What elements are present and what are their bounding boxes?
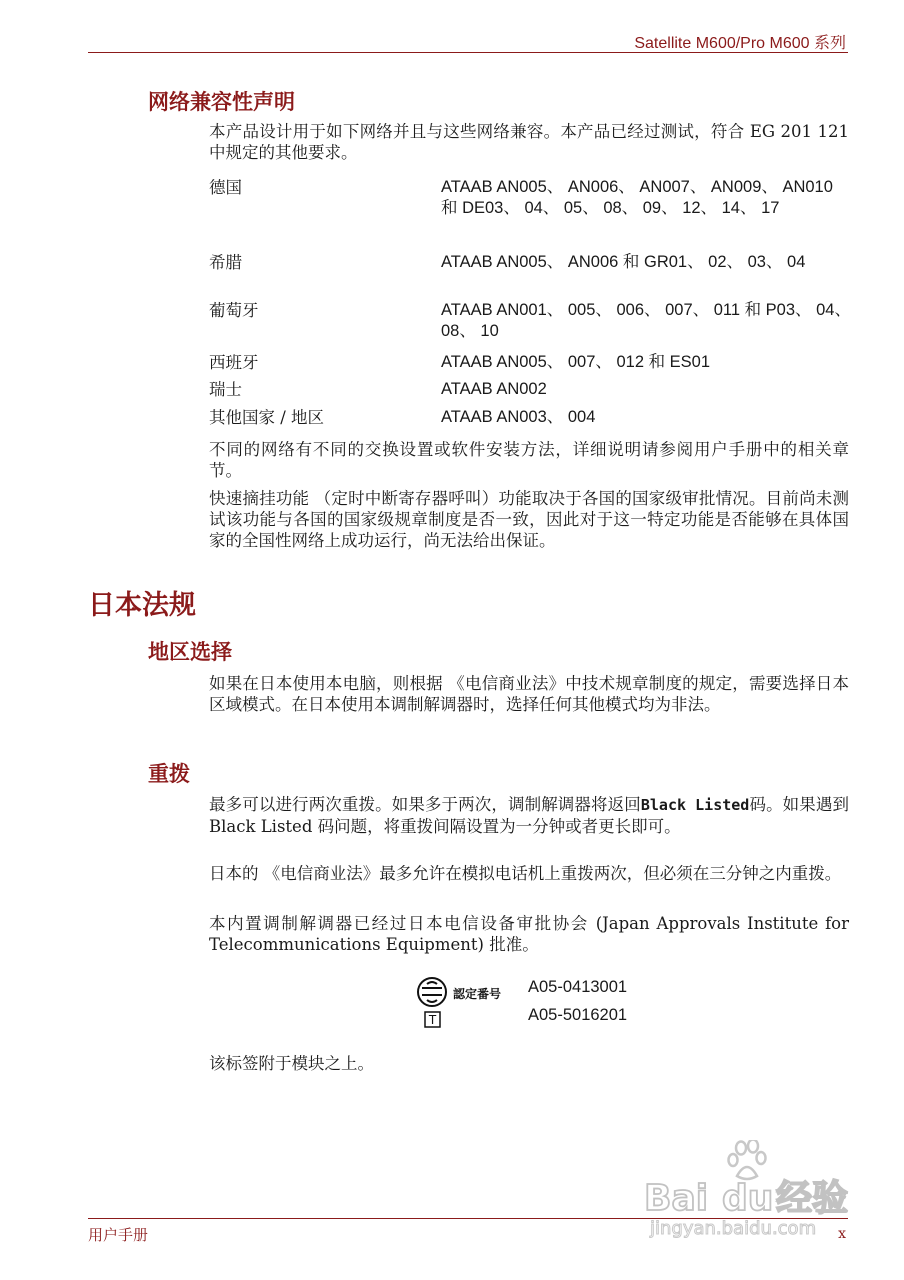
- standard-cell: ATAAB AN002: [441, 380, 547, 398]
- law-text: 日本的 《电信商业法》最多允许在模拟电话机上重拨两次，但必须在三分钟之内重拨。: [209, 864, 842, 883]
- network-para-2: 不同的网络有不同的交换设置或软件安装方法，详细说明请参阅用户手册中的相关章节。: [209, 440, 849, 480]
- approval-mark-icon: [416, 975, 518, 1033]
- country-cell: 葡萄牙: [209, 301, 259, 320]
- header-rule: [88, 52, 848, 53]
- japan-regulations-heading: 日本法规: [88, 590, 196, 621]
- redial-heading: 重拨: [148, 762, 190, 786]
- watermark-brand2: du: [722, 1178, 774, 1219]
- country-cell: 希腊: [209, 253, 242, 272]
- watermark-url: jingyan.baidu.com: [650, 1218, 817, 1239]
- approval-number: A05-5016201: [528, 1006, 628, 1024]
- standard-cell: ATAAB AN005、 007、 012 和 ES01: [441, 353, 711, 371]
- page-header-title: Satellite M600/Pro M600 系列: [634, 35, 846, 52]
- country-cell: 德国: [209, 178, 242, 197]
- redial-text-a: 最多可以进行两次重拨。如果多于两次，调制解调器将返回: [209, 795, 641, 814]
- network-intro: 本产品设计用于如下网络并且与这些网络兼容。本产品已经过测试，符合 EG 201 121 中规定的其他要求。: [209, 122, 849, 162]
- page-number: x: [838, 1226, 846, 1242]
- standard-cell: ATAAB AN005、 AN006 和 GR01、 02、 03、 04: [441, 253, 806, 271]
- label-note: 该标签附于模块之上。: [209, 1054, 374, 1073]
- approval-mark-letter: T: [428, 1013, 437, 1027]
- network-para-3: 快速摘挂功能 （定时中断寄存器呼叫）功能取决于各国的国家级审批情况。目前尚未测试该功能与各国的国家级规章制度是否一致，因此对于这一特定功能是否能够在具体国家的全国性网络上成功运行，尚无法给出保证。: [209, 489, 849, 550]
- redial-text: [209, 794, 849, 837]
- redial-text-b: 码。如果遇到 Black Listed 码问题，将重拨间隔设置为一分钟或者更长即可。: [209, 795, 850, 836]
- black-listed-code: Black Listed: [640, 796, 750, 814]
- approval-number: A05-0413001: [528, 978, 628, 996]
- standard-cell: ATAAB AN005、 AN006、 AN007、 AN009、 AN010 和 DE03、 04、 05、 08、 09、 12、 14、 17: [441, 178, 833, 217]
- watermark-brand: Bai: [644, 1178, 709, 1219]
- country-cell: 其他国家 / 地区: [209, 408, 325, 427]
- standard-cell: ATAAB AN003、 004: [441, 408, 596, 426]
- country-cell: 西班牙: [209, 353, 259, 372]
- standard-cell: ATAAB AN001、 005、 006、 007、 011 和 P03、 04、 08、 10: [441, 301, 851, 340]
- region-selection-text: 如果在日本使用本电脑，则根据 《电信商业法》中技术规章制度的规定，需要选择日本区域模式。在日本使用本调制解调器时，选择任何其他模式均为非法。: [209, 674, 849, 714]
- approval-text: 本内置调制解调器已经过日本电信设备审批协会 (Japan Approvals Institute for Telecommunications Equipment) 批准。: [209, 914, 849, 954]
- approval-mark-label: 認定番号: [453, 987, 502, 1001]
- footer-manual-label: 用户手册: [88, 1226, 149, 1244]
- baidu-watermark-logo: [640, 1140, 860, 1240]
- region-selection-heading: 地区选择: [148, 640, 232, 664]
- country-cell: 瑞士: [209, 380, 242, 399]
- watermark-product: 经验: [776, 1178, 849, 1219]
- network-compat-heading: 网络兼容性声明: [148, 90, 295, 114]
